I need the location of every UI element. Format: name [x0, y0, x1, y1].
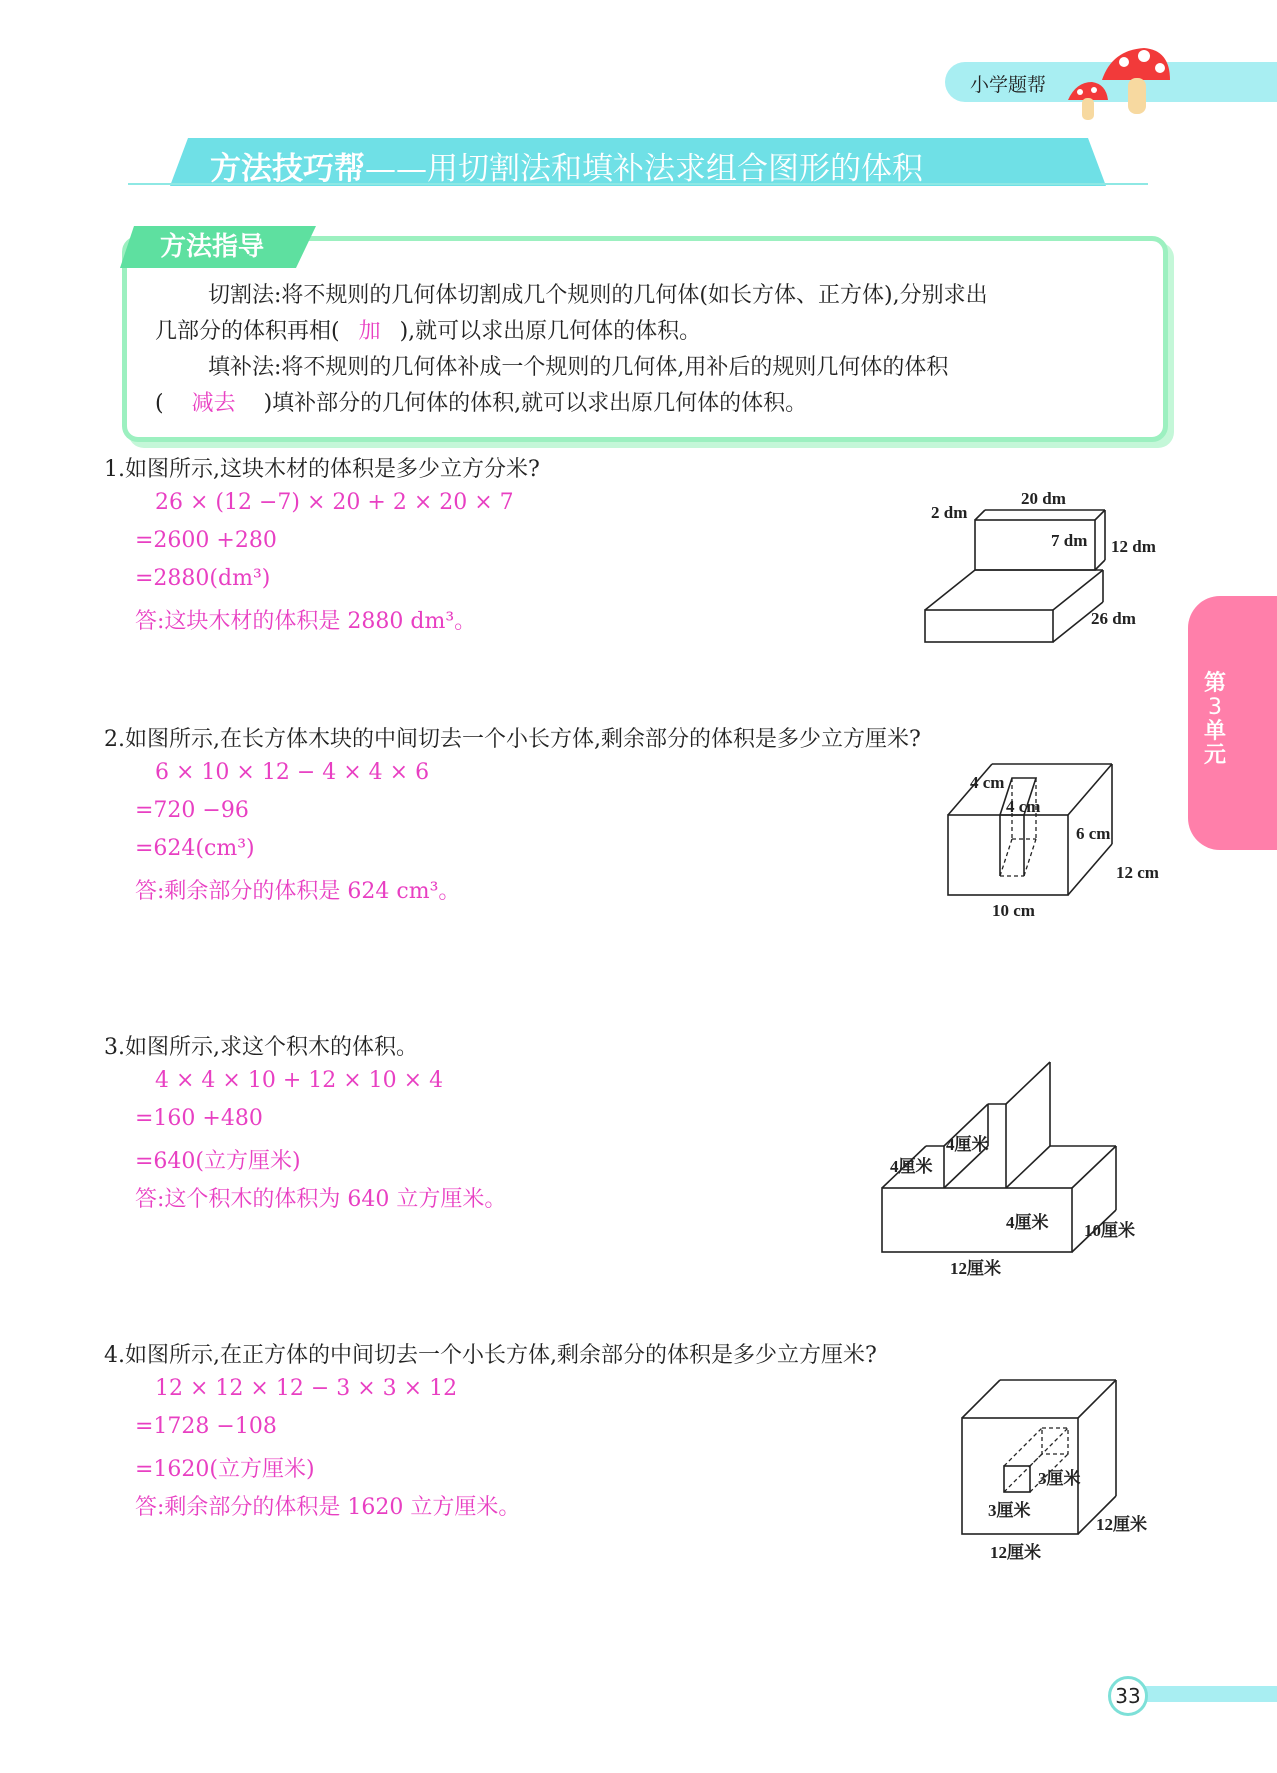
section-title-bold: 方法技巧帮 — [210, 151, 365, 187]
unit-tab-char: 3 — [1208, 695, 1222, 720]
guide-answer-add: 加 — [358, 319, 381, 344]
q2-label-4cm-b: 4 cm — [1006, 797, 1041, 816]
guide-text: ( — [155, 391, 164, 416]
guide-text: 切割法:将不规则的几何体切割成几个规则的几何体(如长方体、正方体),分别求出 — [208, 283, 988, 308]
q4-answer: 答:剩余部分的体积是 1620 立方厘米。 — [135, 1495, 521, 1520]
q2-label-12cm: 12 cm — [1116, 863, 1159, 882]
q4-line-1: 12 × 12 × 12 − 3 × 3 × 12 — [155, 1376, 458, 1401]
question-2: 2.如图所示,在长方体木块的中间切去一个小长方体,剩余部分的体积是多少立方厘米? — [104, 727, 921, 752]
question-1: 1.如图所示,这块木材的体积是多少立方分米? — [104, 457, 540, 482]
q2-label-10cm: 10 cm — [992, 901, 1035, 920]
q1-line-2: =2600 +280 — [135, 528, 277, 553]
guide-line-3 — [208, 350, 948, 386]
guide-text: )填补部分的几何体的体积,就可以求出原几何体的体积。 — [263, 391, 808, 416]
guide-text: 填补法:将不规则的几何体补成一个规则的几何体,用补后的规则几何体的体积 — [208, 355, 949, 380]
q3-answer: 答:这个积木的体积为 640 立方厘米。 — [135, 1187, 507, 1212]
q1-figure — [915, 480, 1175, 660]
q2-line-2: =720 −96 — [135, 798, 249, 823]
q3-line-2: =160 +480 — [135, 1106, 263, 1131]
q2-line-3: =624(cm³) — [135, 836, 255, 861]
q1-label-20dm: 20 dm — [1021, 489, 1066, 508]
unit-tab-char: 元 — [1203, 743, 1226, 768]
q4-line-3: =1620(立方厘米) — [135, 1457, 315, 1482]
q1-label-2dm: 2 dm — [931, 503, 968, 522]
mushroom-icon — [1062, 42, 1182, 122]
q4-label-12cm-b: 12厘米 — [990, 1543, 1041, 1562]
footer-bar — [1126, 1686, 1277, 1702]
q2-figure — [920, 750, 1180, 930]
q3-label-4cm-c: 4厘米 — [1006, 1213, 1049, 1232]
page-number: 33 — [1115, 1684, 1141, 1708]
guide-line-1 — [208, 278, 988, 314]
guide-answer-subtract: 减去 — [191, 391, 236, 416]
q2-label-4cm-a: 4 cm — [970, 773, 1005, 792]
q3-figure — [860, 1060, 1180, 1280]
q3-line-1: 4 × 4 × 10 + 12 × 10 × 4 — [155, 1068, 444, 1093]
q1-label-26dm: 26 dm — [1091, 609, 1136, 628]
section-title-rest: ——用切割法和填补法求组合图形的体积 — [365, 151, 923, 187]
q4-label-12cm-a: 12厘米 — [1096, 1515, 1147, 1534]
unit-tab-char: 单 — [1203, 719, 1226, 744]
q2-answer: 答:剩余部分的体积是 624 cm³。 — [135, 879, 461, 904]
q4-figure — [950, 1374, 1180, 1574]
q1-label-12dm: 12 dm — [1111, 537, 1156, 556]
section-title — [210, 143, 923, 188]
q4-label-3cm-a: 3厘米 — [1038, 1469, 1081, 1488]
q3-label-4cm-a: 4厘米 — [890, 1157, 933, 1176]
unit-tab-char: 第 — [1203, 671, 1226, 696]
q3-label-4cm-b: 4厘米 — [946, 1135, 989, 1154]
brand-label: 小学题帮 — [970, 74, 1047, 96]
q2-line-1: 6 × 10 × 12 − 4 × 4 × 6 — [155, 760, 430, 785]
question-3: 3.如图所示,求这个积木的体积。 — [104, 1035, 418, 1060]
q3-label-10cm: 10厘米 — [1084, 1221, 1135, 1240]
unit-side-tab-label — [1198, 672, 1232, 768]
guide-line-4 — [155, 386, 807, 422]
q1-line-1: 26 × (12 −7) × 20 + 2 × 20 × 7 — [155, 490, 514, 515]
guide-tag-label: 方法指导 — [160, 232, 265, 262]
q1-line-3: =2880(dm³) — [135, 566, 271, 591]
question-4: 4.如图所示,在正方体的中间切去一个小长方体,剩余部分的体积是多少立方厘米? — [104, 1343, 877, 1368]
guide-text: 几部分的体积再相( — [155, 319, 340, 344]
q1-answer: 答:这块木材的体积是 2880 dm³。 — [135, 609, 477, 634]
q1-label-7dm: 7 dm — [1051, 531, 1088, 550]
q3-label-12cm: 12厘米 — [950, 1259, 1001, 1278]
q4-label-3cm-b: 3厘米 — [988, 1501, 1031, 1520]
q2-label-6cm: 6 cm — [1076, 824, 1111, 843]
q4-line-2: =1728 −108 — [135, 1414, 277, 1439]
guide-line-2 — [155, 314, 701, 350]
guide-text: ),就可以求出原几何体的体积。 — [399, 319, 702, 344]
q3-line-3: =640(立方厘米) — [135, 1149, 301, 1174]
